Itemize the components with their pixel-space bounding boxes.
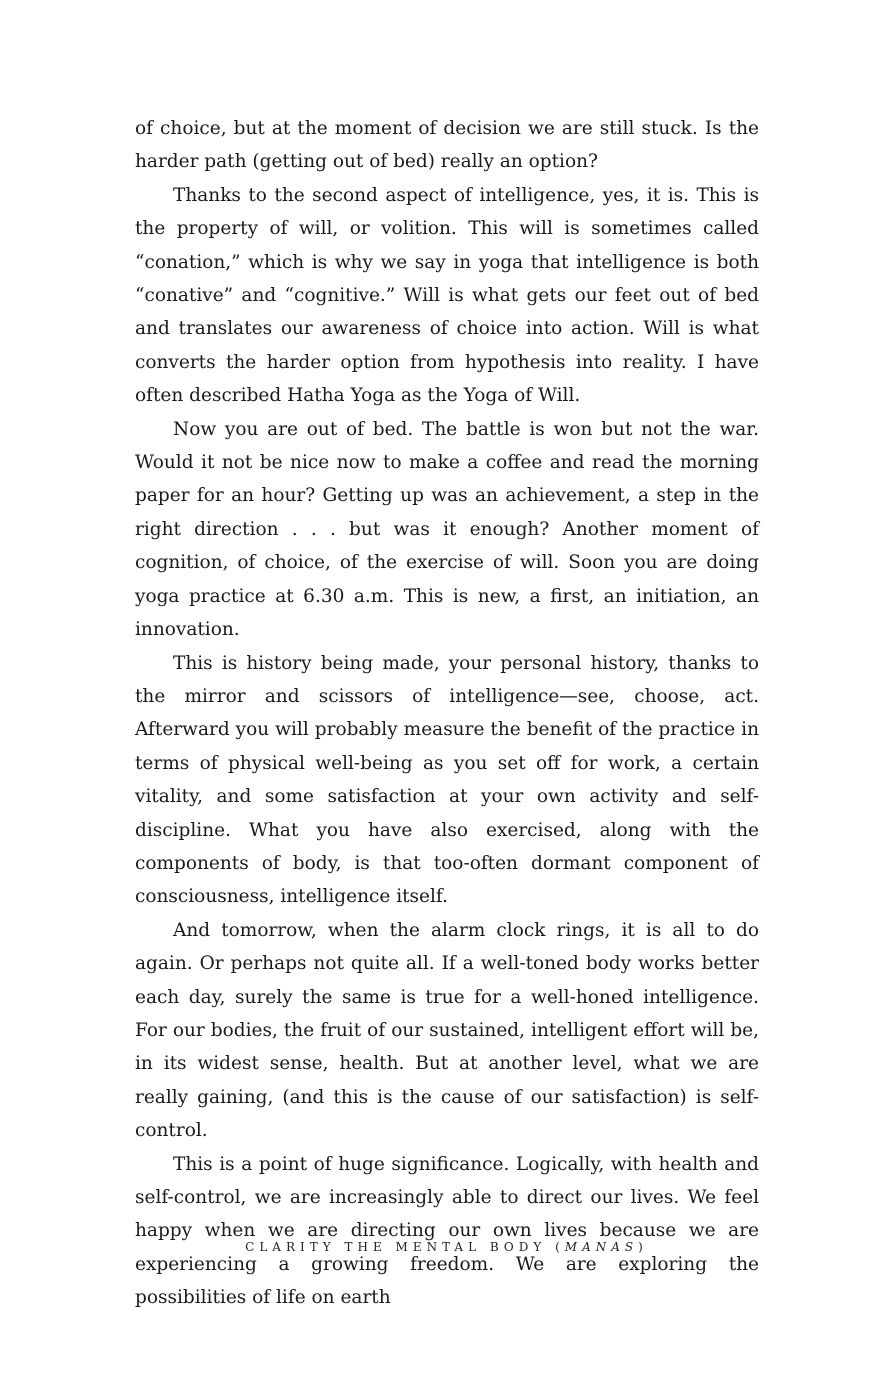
running-head-italic: MANAS	[564, 1240, 639, 1254]
paragraph-5: And tomorrow, when the alarm clock rings, it is all to do again. Or perhaps not quite all. If a well-toned body works better each day, surely the same is true for a well-honed intelligence. For our bodies, the fruit of our sustained, intelligent effort will be, in its widest sense, health. But at another level, what we are really gaining, (and this is the cause of our satisfaction) is self-control.	[135, 919, 759, 1142]
paragraph-2: Thanks to the second aspect of intelligence, yes, it is. This is the property of will, or volition. This will is sometimes called “conation,” which is why we say in yoga that intelligence is both “conative” and “cognitive.” Will is what gets our feet out of bed and translates our awareness of choice into action. Will is what converts the harder option from hypothesis into reality. I have often described Hatha Yoga as the Yoga of Will.	[135, 184, 759, 407]
running-head-text: CLARITY THE MENTAL BODY (	[245, 1240, 565, 1254]
running-footer	[0, 1240, 893, 1254]
paragraph-1: of choice, but at the moment of decision we are still stuck. Is the harder path (getting out of bed) really an option?	[135, 118, 759, 173]
paragraph-3: Now you are out of bed. The battle is won but not the war. Would it not be nice now to make a coffee and read the morning paper for an hour? Getting up was an achievement, a step in the right direction . . . but was it enough? Another moment of cognition, of choice, of the exercise of will. Soon you are doing yoga practice at 6.30 a.m. This is new, a first, an initiation, an innovation.	[135, 418, 759, 641]
page-body	[135, 112, 759, 1315]
running-head-close: )	[638, 1240, 648, 1254]
paragraph-6: This is a point of huge significance. Logically, with health and self-control, we are increasingly able to direct our lives. We feel happy when we are directing our own lives because we are experiencing a growing freedom. We are exploring the possibilities of life on earth	[135, 1153, 759, 1309]
paragraph-4: This is history being made, your personal history, thanks to the mirror and scissors of intelligence—see, choose, act. Afterward you will probably measure the benefit of the practice in terms of physical well-being as you set off for work, a certain vitality, and some satisfaction at your own activity and self-discipline. What you have also exercised, along with the components of body, is that too-often dormant component of consciousness, intelligence itself.	[135, 652, 759, 908]
